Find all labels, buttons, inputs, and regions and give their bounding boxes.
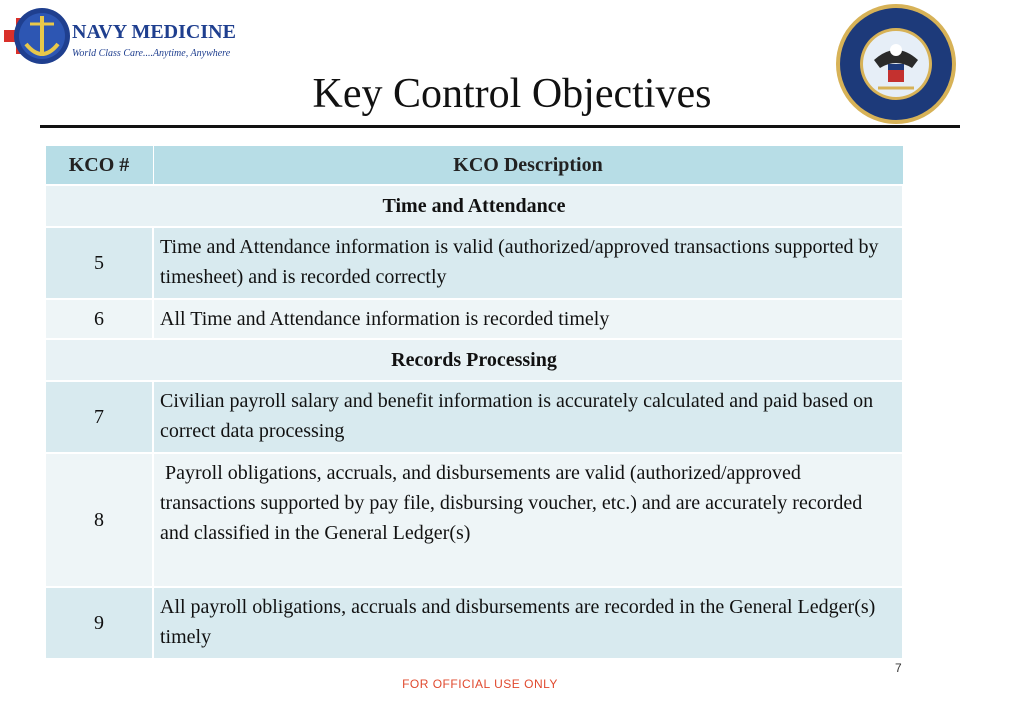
navy-medicine-logo <box>4 4 236 70</box>
svg-text:World Class Care....Anytime, A: World Class Care....Anytime, Anywhere <box>72 48 231 59</box>
table-row <box>45 227 903 299</box>
kco-description: Civilian payroll salary and benefit information is accurately calculated and paid based on correct data processing <box>153 381 903 453</box>
kco-description: All Time and Attendance information is recorded timely <box>153 299 903 339</box>
title-divider <box>40 125 960 128</box>
kco-description: All payroll obligations, accruals and disbursements are recorded in the General Ledger(s) timely <box>153 587 903 659</box>
table-header-row <box>45 146 903 186</box>
table-row <box>45 453 903 587</box>
kco-description: Time and Attendance information is valid (authorized/approved transactions supported by timesheet) and is recorded correctly <box>153 227 903 299</box>
header-kco-number: KCO # <box>45 146 153 186</box>
section-title: Time and Attendance <box>45 185 903 227</box>
kco-number: 8 <box>45 453 153 587</box>
classification-footer: FOR OFFICIAL USE ONLY <box>402 677 558 691</box>
page-number: 7 <box>895 661 902 675</box>
kco-number: 6 <box>45 299 153 339</box>
kco-number: 9 <box>45 587 153 659</box>
kco-description: Payroll obligations, accruals, and disbursements are valid (authorized/approved transactions supported by pay file, disbursing voucher, etc.) and are accurately recorded and classified in the General Ledger(s) <box>153 453 903 587</box>
section-row <box>45 339 903 381</box>
section-row <box>45 185 903 227</box>
page-title: Key Control Objectives <box>312 71 712 117</box>
table-row <box>45 587 903 659</box>
header-kco-description: KCO Description <box>153 146 903 186</box>
table-row <box>45 381 903 453</box>
svg-text:NAVY MEDICINE: NAVY MEDICINE <box>72 21 236 43</box>
kco-number: 5 <box>45 227 153 299</box>
section-title: Records Processing <box>45 339 903 381</box>
kco-table <box>44 145 904 660</box>
kco-number: 7 <box>45 381 153 453</box>
table-row <box>45 299 903 339</box>
